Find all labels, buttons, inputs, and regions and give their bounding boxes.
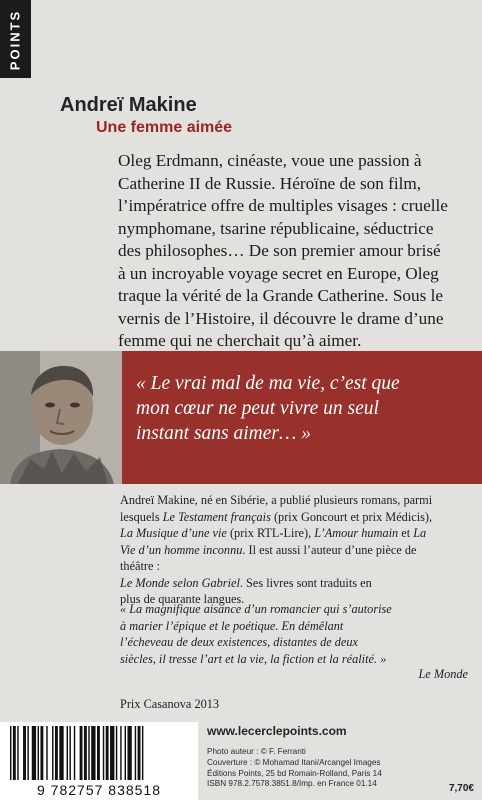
barcode-bar [67,726,68,780]
book-title: Une femme aimée [96,119,233,136]
bio-text: . Ses livres sont traduits en [239,575,372,590]
publisher-spine-band [0,0,31,78]
barcode-bar [84,726,87,780]
blurb-line: Catherine II de Russie. Héroïne de son film, [118,173,422,193]
bio-text: et [398,526,414,540]
quote-line: « Le vrai mal de ma vie, c’est que [136,373,400,394]
book-reference: Vie d’un homme inconnu [120,542,243,557]
barcode-bar [106,726,109,780]
credit-line: ISBN 978.2.7578.3851.8/Imp. en France 01.14 [207,779,377,789]
barcode-bar [88,726,89,780]
review-line: à marier l’épique et le poétique. En démêlant [120,618,344,633]
press-review [120,601,478,667]
review-line: siècles, il tresse l’art et la vie, la fiction et la réalité. » [120,651,387,666]
bio-line: théâtre : [120,559,160,573]
bio-line: plus de quarante langues. [120,592,245,606]
barcode-bar [55,726,58,780]
author-photo [0,351,122,484]
barcode-bar [138,726,141,780]
blurb-line: Oleg Erdmann, cinéaste, voue une passion à [118,151,422,170]
blurb-line: vernis de l’Histoire, il découvre le drame d’une [118,308,444,328]
barcode-bar [80,726,83,780]
barcode-bar [110,726,114,780]
bio-line [120,525,476,542]
barcode-bar [97,726,100,780]
blurb-line: des philosophes… De son premier amour brisé [118,241,441,260]
author-quote-band [122,351,482,484]
barcode-bar [135,726,136,780]
barcode-bar [103,726,104,780]
barcode-bar [52,726,53,780]
barcode-digits: 9 782757 838518 [37,782,161,798]
credits-block [207,747,382,790]
barcode-bar [74,726,75,780]
blurb-line: nymphomane, tsarine républicaine, séductrice [118,218,434,238]
prize-mention: Prix Casanova 2013 [120,697,220,711]
barcode-bar [32,726,36,780]
credit-line: Couverture : © Mohamad Itani/Arcangel Images [207,757,381,767]
barcode-bar [17,726,18,780]
price-tag: 7,70€ [448,783,474,794]
book-reference: La Musique d’une vie [120,526,227,540]
blurb-line: à un incroyable voyage secret en Europe, Oleg [118,263,439,283]
book-reference: Le Monde selon Gabriel [120,575,240,590]
barcode-bar [59,726,63,780]
isbn-barcode [0,722,198,800]
bio-text: (prix Goncourt et prix Médicis), [270,509,433,524]
barcode-bar [125,726,126,780]
bio-line [120,542,476,559]
quote-line: mon cœur ne peut vivre un seul [136,398,379,419]
publisher-logo: POINTS [7,9,23,71]
barcode-bar [40,726,43,780]
barcode-bar [46,726,47,780]
blurb-line: l’impératrice offre de multiples visages : cruelle [118,196,448,215]
bio-text: (prix RTL-Lire), [226,526,315,540]
credit-line: Éditions Points, 25 bd Romain-Rolland, Paris 14 [207,768,382,778]
barcode-bars [6,726,192,782]
barcode-bar [10,726,11,780]
review-line: « La magnifique aisance d’un romancier qui s’autorise [120,602,392,616]
review-source: Le Monde [418,667,468,681]
barcode-bar [27,726,28,780]
quote-line: instant sans aimer… » [136,423,311,444]
barcode-bar [38,726,39,780]
blurb-line: traque la vérité de la Grande Catherine. Sous le [118,286,444,305]
bio-line [120,509,476,526]
book-reference: Le Testament français [162,509,271,524]
publisher-website: www.lecerclepoints.com [207,724,347,738]
review-line: l’écheveau de deux existences, distantes de deux [120,635,358,649]
book-reference: La [413,526,427,540]
bio-line: Andreï Makine, né en Sibérie, a publié plusieurs romans, parmi [120,493,433,507]
author-biography [120,492,476,608]
book-blurb [118,150,478,353]
barcode-bar [120,726,121,780]
barcode-bar [69,726,70,780]
bio-text: . Il est aussi l’auteur d’une pièce de [242,542,417,557]
barcode-bar [13,726,16,780]
bio-text: lesquels [120,509,163,524]
book-reference: L’Amour humain [314,526,399,540]
author-portrait-illustration [0,351,122,484]
blurb-line: femme qui ne cherchait qu’à aimer. [118,331,362,350]
barcode-bar [127,726,131,780]
barcode-bar [116,726,117,780]
author-quote [136,371,476,446]
barcode-bar [142,726,143,780]
bio-line [120,575,476,592]
barcode-bar [91,726,95,780]
credit-line: Photo auteur : © F. Ferranti [207,747,306,756]
barcode-bar [23,726,26,780]
author-name: Andreï Makine [60,94,197,116]
